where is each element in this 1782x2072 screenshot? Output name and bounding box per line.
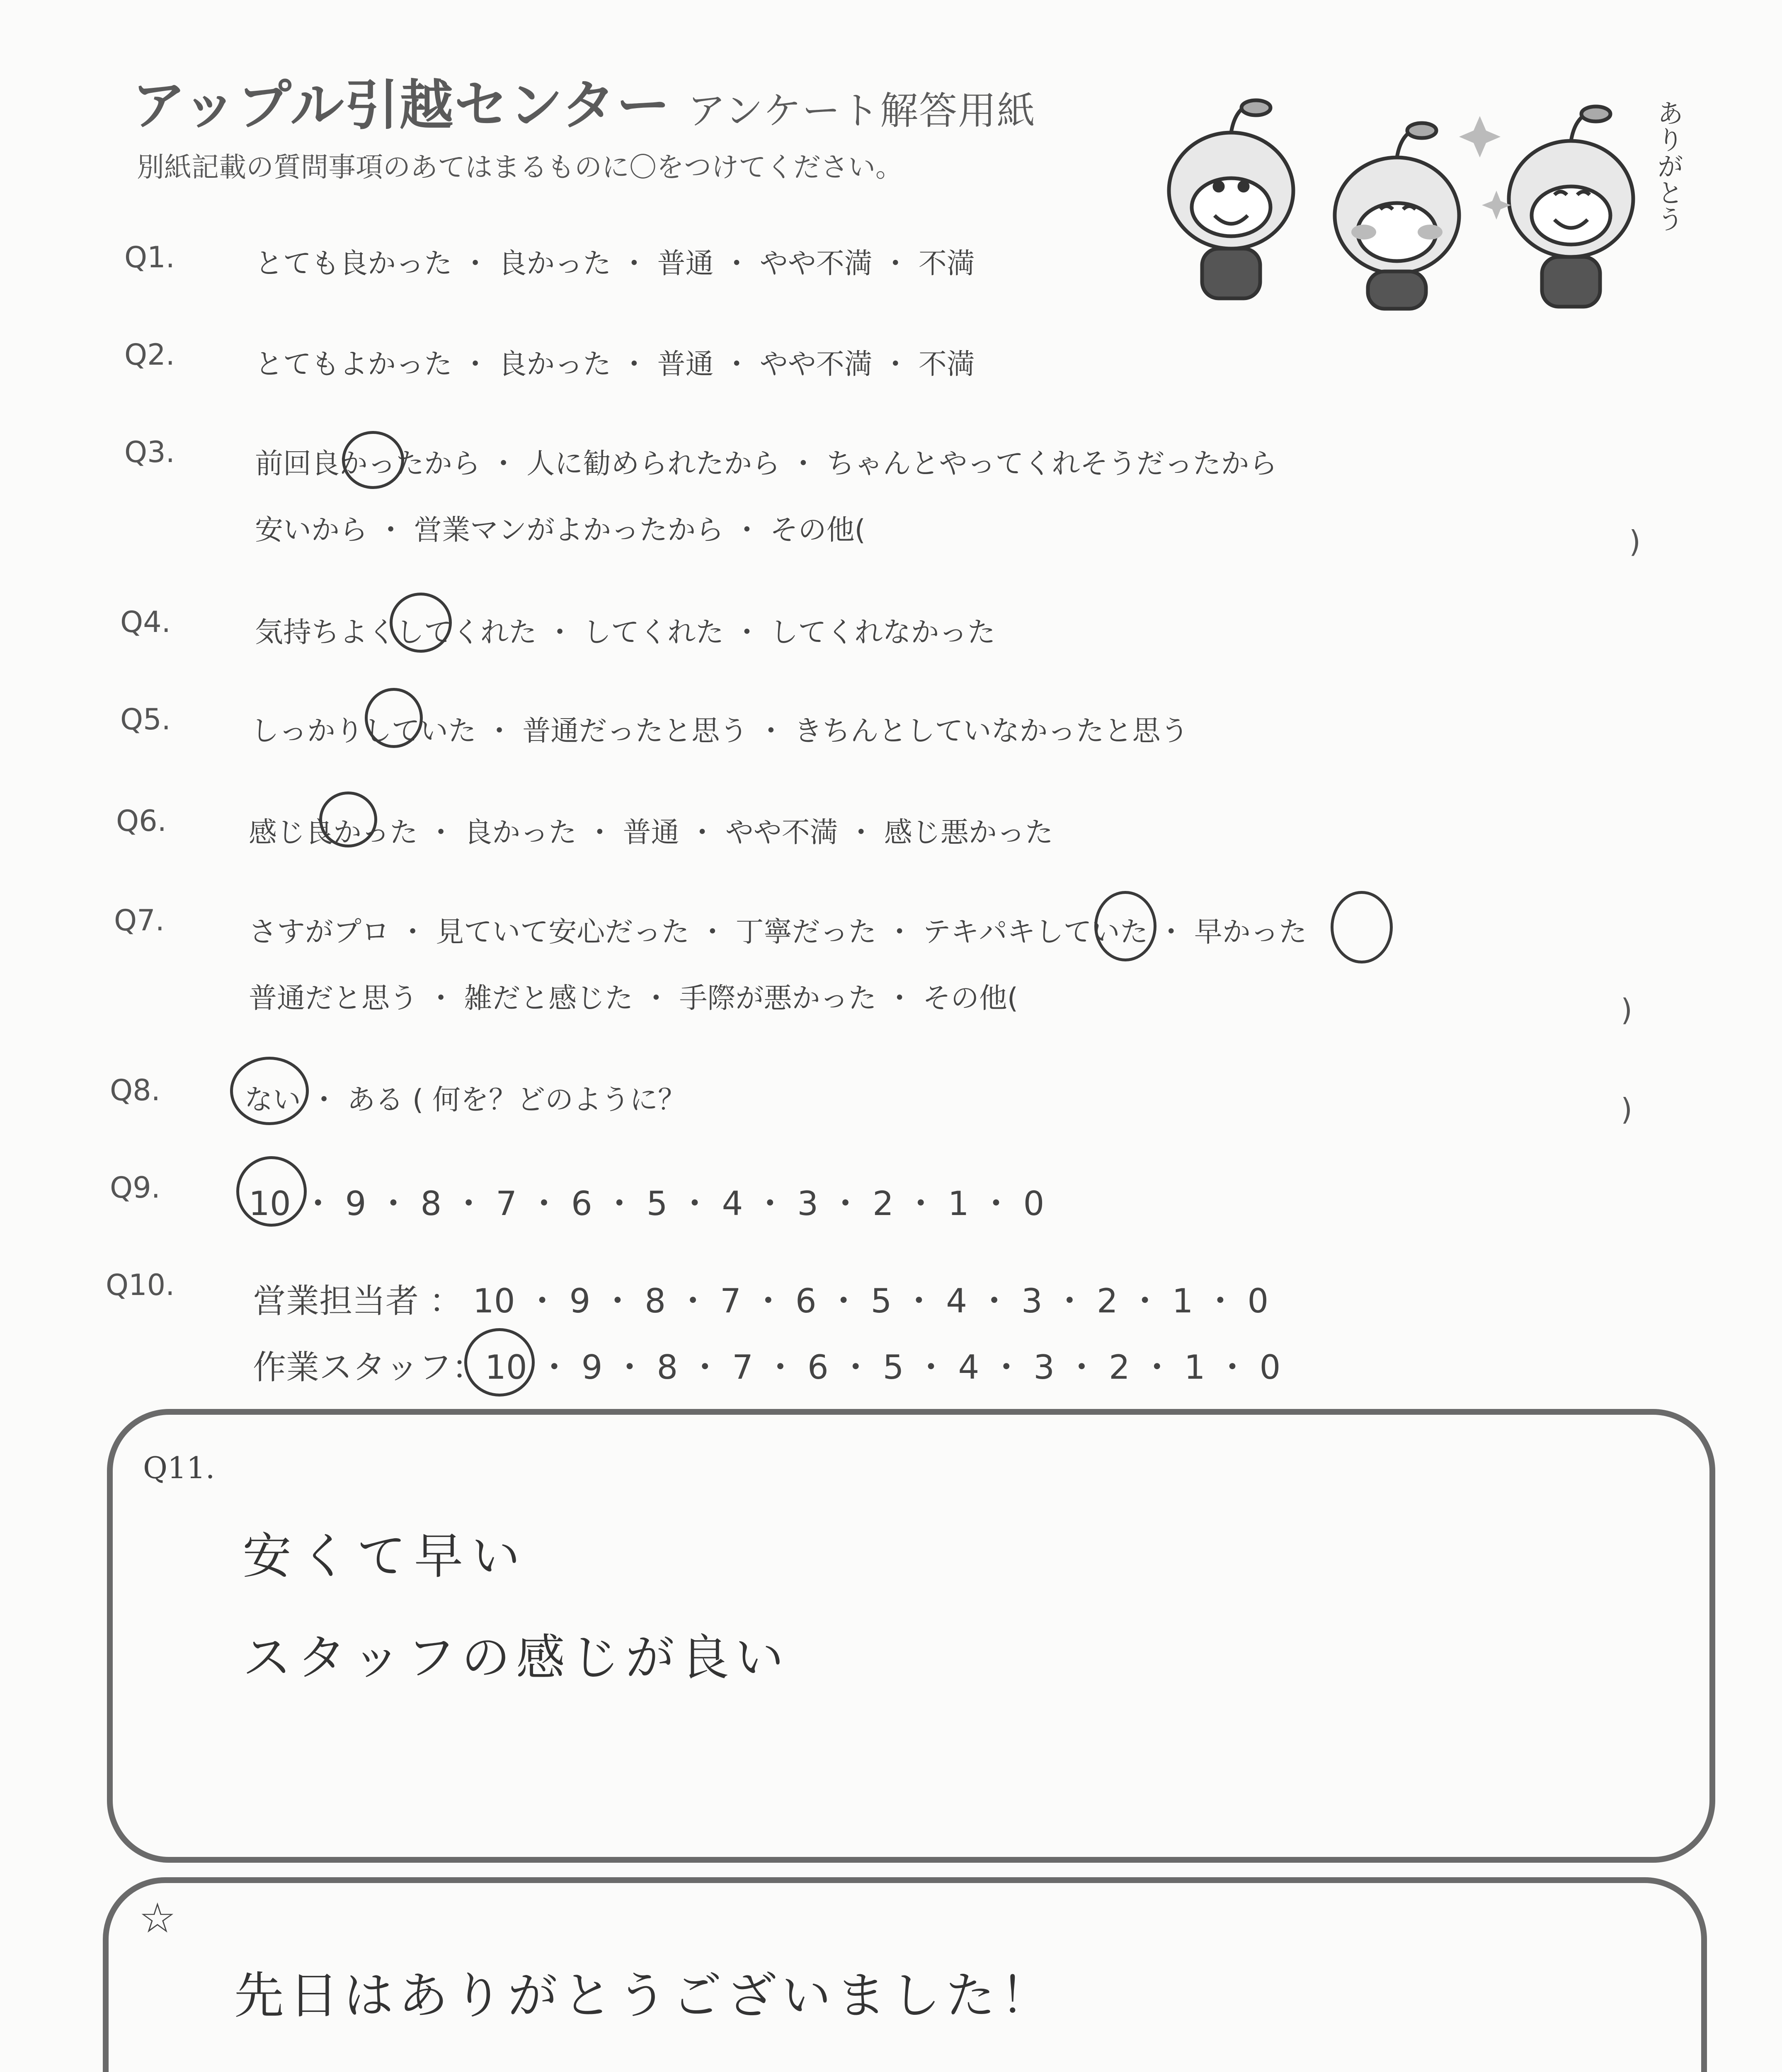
q1-label: Q1. [124, 240, 175, 274]
q3-options-line1: 前回良かったから ・ 人に勧められたから ・ ちゃんとやってくれそうだったから [255, 448, 1278, 480]
q11-answer-line1: 安くて早い [242, 1527, 529, 1585]
q6-label: Q6. [116, 804, 167, 838]
q6-answer-circle [319, 792, 377, 847]
q7-answer-circle-1 [1094, 891, 1156, 961]
monkey-1-icon [1169, 100, 1293, 298]
q3-close-paren: ) [1629, 524, 1641, 559]
thanks-text: ありがとう [1653, 99, 1683, 232]
q9-scale: 10 ・ 9 ・ 8 ・ 7 ・ 6 ・ 5 ・ 4 ・ 3 ・ 2 ・ 1 ・ 0 [249, 1184, 1045, 1223]
q2-label: Q2. [124, 338, 175, 372]
mascot-illustration [1156, 83, 1695, 315]
q7-options-line1: さすがプロ ・ 見ていて安心だった ・ 丁寧だった ・ テキパキしていた ・ 早かった [249, 916, 1307, 949]
sparkle-icon [1459, 116, 1511, 220]
q9-answer-circle [236, 1156, 307, 1227]
q7-close-paren: ) [1621, 992, 1633, 1027]
q1-options: とても良かった ・ 良かった ・ 普通 ・ やや不満 ・ 不満 [255, 247, 975, 280]
q9-label: Q9. [110, 1171, 160, 1205]
q4-label: Q4. [120, 605, 171, 639]
company-name: アップル引越センター [132, 74, 671, 137]
q11-answer-line2: スタッフの感じが良い [242, 1629, 790, 1686]
star-icon: ☆ [139, 1894, 176, 1942]
monkey-3-icon [1509, 107, 1633, 307]
q5-label: Q5. [120, 702, 171, 736]
q8-label: Q8. [110, 1073, 160, 1107]
company-title [132, 62, 1036, 140]
q2-options: とてもよかった ・ 良かった ・ 普通 ・ やや不満 ・ 不満 [255, 348, 975, 381]
q5-options: しっかりしていた ・ 普通だったと思う ・ きちんとしていなかったと思う [251, 715, 1189, 748]
q10-label: Q10. [106, 1268, 175, 1302]
q10-sales-scale: 営業担当者 ： 10 ・ 9 ・ 8 ・ 7 ・ 6 ・ 5 ・ 4 ・ 3 ・ 2 ・ 1 ・ 0 [253, 1282, 1269, 1320]
q8-options: ない ・ ある ( 何を？どのように？ [245, 1084, 686, 1116]
q5-answer-circle [365, 688, 423, 748]
q11-label: Q11. [143, 1450, 215, 1485]
message-line1: 先日はありがとうございました！ [234, 1967, 1055, 2025]
q10-staff-scale: 作業スタッフ：10 ・ 9 ・ 8 ・ 7 ・ 6 ・ 5 ・ 4 ・ 3 ・ 2 ・ 1 ・ 0 [253, 1348, 1281, 1387]
q4-options: 気持ちよくしてくれた ・ してくれた ・ してくれなかった [255, 616, 996, 649]
q7-answer-circle-2 [1331, 891, 1393, 963]
q7-options-line2: 普通だと思う ・ 雑だと感じた ・ 手際が悪かった ・ その他( [249, 982, 1018, 1015]
q3-answer-circle [342, 431, 404, 489]
q10-answer-circle [464, 1328, 535, 1397]
q6-options: 感じ良かった ・ 良かった ・ 普通 ・ やや不満 ・ 感じ悪かった [249, 816, 1053, 849]
q3-label: Q3. [124, 435, 175, 469]
q8-answer-circle [230, 1057, 309, 1125]
monkey-2-icon [1335, 123, 1459, 309]
q8-close-paren: ) [1621, 1092, 1633, 1127]
instruction-text: 別紙記載の質問事項のあてはまるものに〇をつけてください。 [137, 151, 903, 183]
form-title: アンケート解答用紙 [687, 89, 1036, 133]
q7-label: Q7. [114, 903, 165, 937]
q4-answer-circle [390, 593, 452, 653]
q3-options-line2: 安いから ・ 営業マンがよかったから ・ その他( [255, 514, 866, 547]
